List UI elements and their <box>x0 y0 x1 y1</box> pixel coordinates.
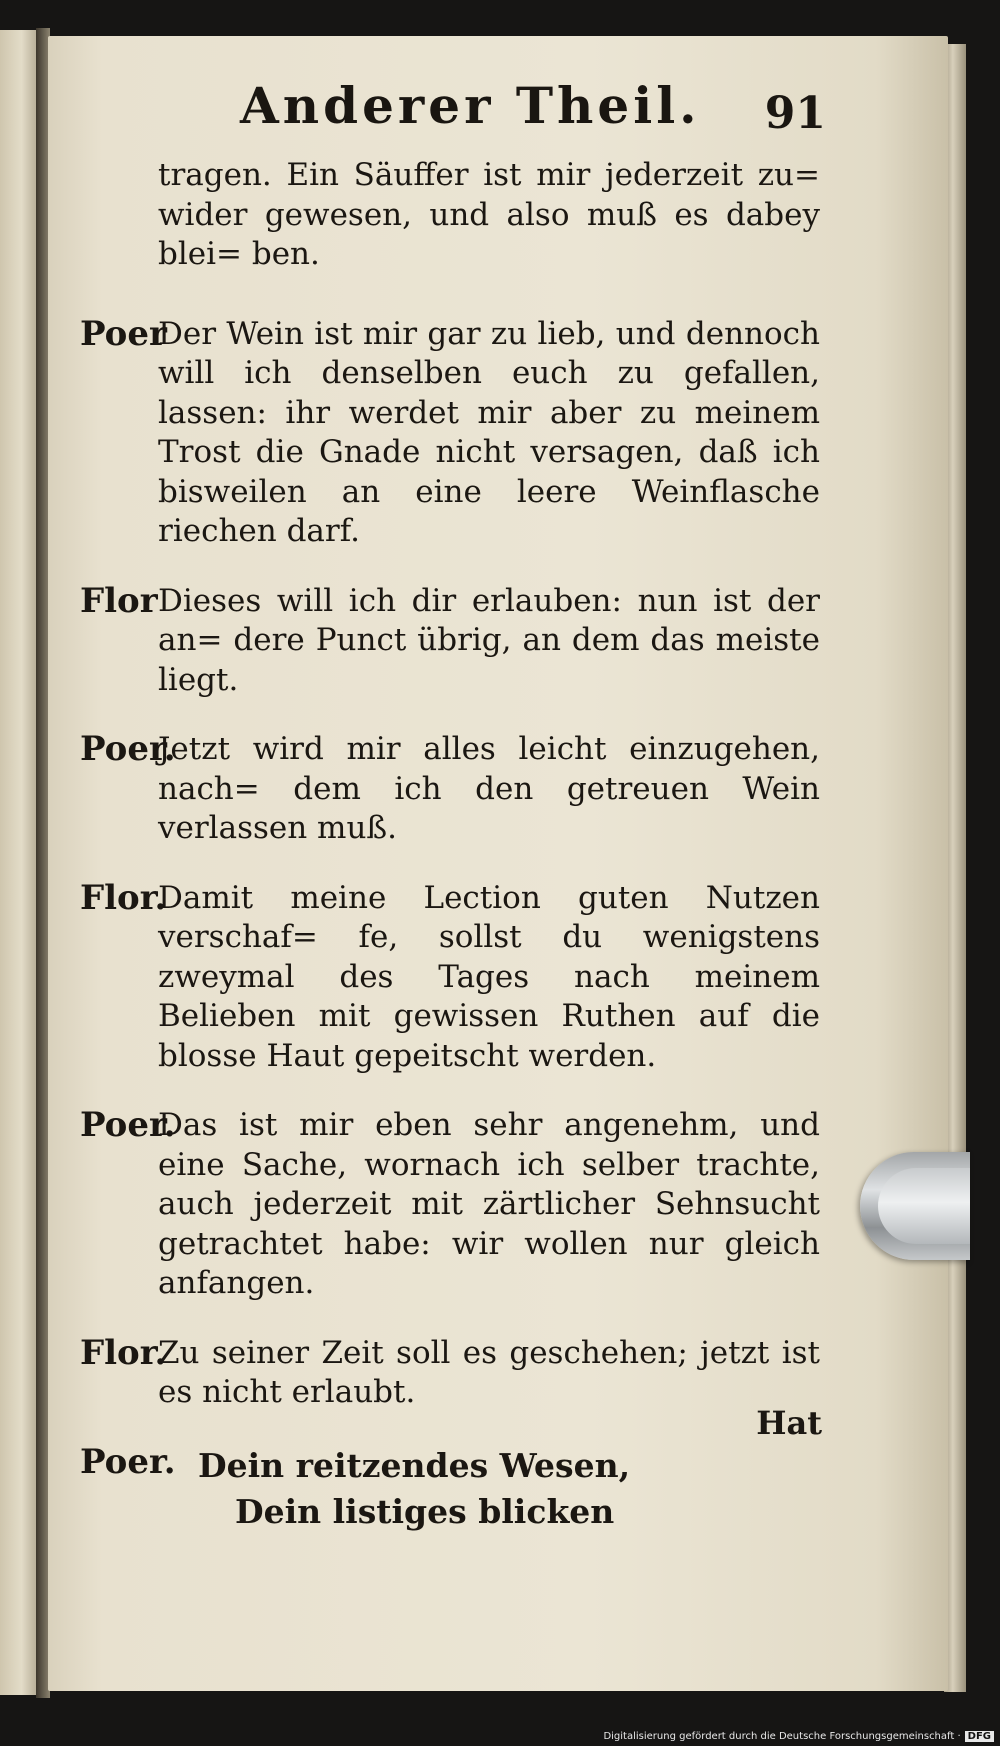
speech-entry <box>80 582 820 701</box>
verse-line: Dein reitzendes Wesen, <box>198 1445 631 1485</box>
speech-entry <box>80 1334 820 1413</box>
speech-text: tragen. Ein Säuffer ist mir jederzeit zu= wider gewesen, und also muß es dabey blei= ben. <box>158 157 820 272</box>
speech-text: Damit meine Lection guten Nutzen verschaf= fe, sollst du wenigstens zweymal des Tages nach meinem Belieben mit gewissen Ruthen auf die blosse Haut gepeitscht werden. <box>158 879 820 1074</box>
page-clip-highlight <box>878 1168 970 1244</box>
speaker-name: Flor. <box>80 877 167 918</box>
speech-entry <box>80 315 820 552</box>
speaker-name: Poer. <box>80 1441 176 1482</box>
speaker-name: Poer. <box>80 729 176 769</box>
page-number: 91 <box>764 88 826 139</box>
page-header <box>80 76 826 156</box>
speech-entry <box>80 879 820 1077</box>
speech-text: Der Wein ist mir gar zu lieb, und dennoch will ich denselben euch zu gefallen, lassen: ihr werdet mir aber zu meinem Trost die Gnade nicht versagen, daß ich bisweilen an eine leere Weinflasche riechen darf. <box>158 315 820 549</box>
credit-text: Digitalisierung gefördert durch die Deutsche Forschungsgemeinschaft · <box>603 1731 961 1742</box>
speech-text: Das ist mir eben sehr angenehm, und eine Sache, wornach ich selber trachte, auch jederzeit mit zärtlicher Sehnsucht getrachtet habe: wir wollen nur gleich anfangen. <box>158 1107 820 1301</box>
speaker-name: Poer. <box>80 1105 176 1145</box>
speech-text: Jetzt wird mir alles leicht einzugehen, nach= dem ich den getreuen Wein verlassen muß. <box>158 731 820 846</box>
speech-text: Dieses will ich dir erlauben: nun ist der an= dere Punct übrig, an dem das meiste liegt. <box>158 582 820 698</box>
speech-text: Zu seiner Zeit soll es geschehen; jetzt ist es nicht erlaubt. <box>158 1334 820 1410</box>
running-title: Anderer Theil. <box>240 76 701 135</box>
dfg-logo: DFG <box>965 1731 994 1742</box>
verse-entry <box>80 1443 820 1535</box>
speech-continuation <box>80 156 820 275</box>
page-text <box>80 76 826 1565</box>
speech-entry <box>80 730 820 849</box>
speaker-name: Flor. <box>80 1332 167 1373</box>
verse-line: Dein listiges blicken <box>235 1491 615 1531</box>
catchword: Hat <box>756 1404 822 1442</box>
speaker-name: Flor <box>80 580 158 621</box>
speech-entry <box>80 1106 820 1304</box>
digitization-credit <box>603 1731 994 1742</box>
left-page-edge <box>0 30 38 1695</box>
speaker-name: Poer <box>80 313 167 354</box>
